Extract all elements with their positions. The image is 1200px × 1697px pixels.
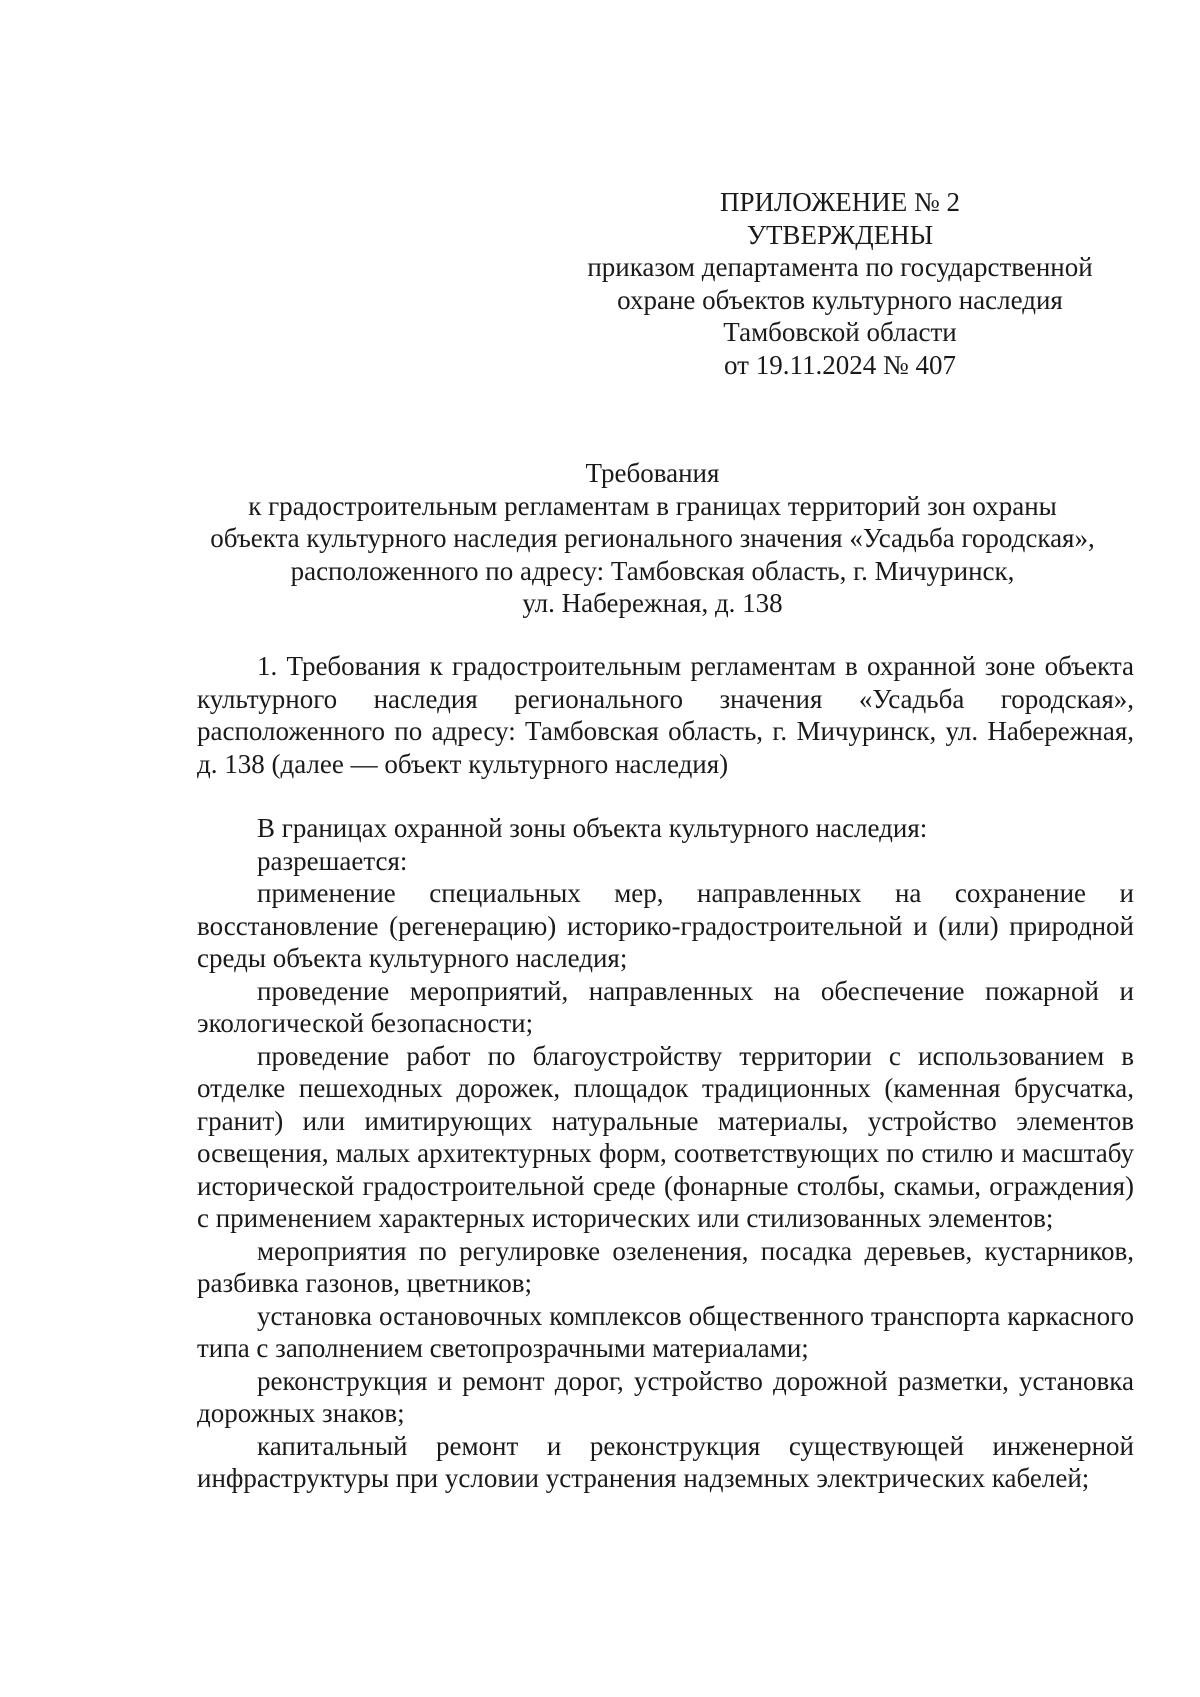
- title-line-2: к градостроительным регламентам в границах территорий зон охраны: [248, 490, 1057, 521]
- approval-block: [560, 186, 1120, 381]
- allowed-label: разрешается:: [257, 845, 408, 876]
- list-item: мероприятия по регулировке озеленения, посадка деревьев, кустарников, разбивка газонов, цветников;: [197, 1235, 1134, 1298]
- list-item: капитальный ремонт и реконструкция существующей инженерной инфраструктуры при условии устранения надземных электрических кабелей;: [197, 1430, 1134, 1493]
- section-1-paragraph: 1. Требования к градостроительным регламентам в охранной зоне объекта культурного наследия регионального значения «Усадьба городская», расположенного по адресу: Тамбовская область, г. Мичуринск, ул. Набережная, д. 138 (далее — объект культурного наследия): [197, 651, 1134, 779]
- document-title: [185, 457, 1120, 620]
- order-line-2: охране объектов культурного наследия: [617, 284, 1063, 315]
- approved-label: УТВЕРЖДЕНЫ: [746, 219, 934, 250]
- title-line-4: расположенного по адресу: Тамбовская область, г. Мичуринск,: [290, 555, 1015, 586]
- appendix-number: ПРИЛОЖЕНИЕ № 2: [719, 187, 961, 217]
- order-date-number: от 19.11.2024 № 407: [724, 349, 956, 380]
- list-item: проведение работ по благоустройству территории с использованием в отделке пешеходных дорожек, площадок традиционных (каменная брусчатка, гранит) или имитирующих натуральные материалы, устройство элементов освещения, малых архитектурных форм, соответствующих по стилю и масштабу исторической градостроительной среде (фонарные столбы, скамьи, ограждения) с применением характерных исторических или стилизованных элементов;: [197, 1040, 1134, 1233]
- list-item: реконструкция и ремонт дорог, устройство дорожной разметки, установка дорожных знаков;: [197, 1365, 1134, 1428]
- order-line-1: приказом департамента по государственной: [587, 252, 1093, 282]
- title-line-5: ул. Набережная, д. 138: [522, 588, 783, 618]
- zone-intro-paragraph: В границах охранной зоны объекта культурного наследия:: [257, 813, 928, 843]
- list-item: проведение мероприятий, направленных на обеспечение пожарной и экологической безопасности;: [197, 975, 1134, 1038]
- list-item: установка остановочных комплексов общественного транспорта каркасного типа с заполнением светопрозрачными материалами;: [197, 1300, 1134, 1363]
- list-item: применение специальных мер, направленных на сохранение и восстановление (регенерацию) историко-градостроительной и (или) природной среды объекта культурного наследия;: [197, 878, 1134, 973]
- order-line-3: Тамбовской области: [723, 317, 957, 347]
- document-body: [197, 650, 1134, 1495]
- title-line-1: Требования: [585, 458, 720, 488]
- title-line-3: объекта культурного наследия регионального значения «Усадьба городская»,: [210, 523, 1095, 553]
